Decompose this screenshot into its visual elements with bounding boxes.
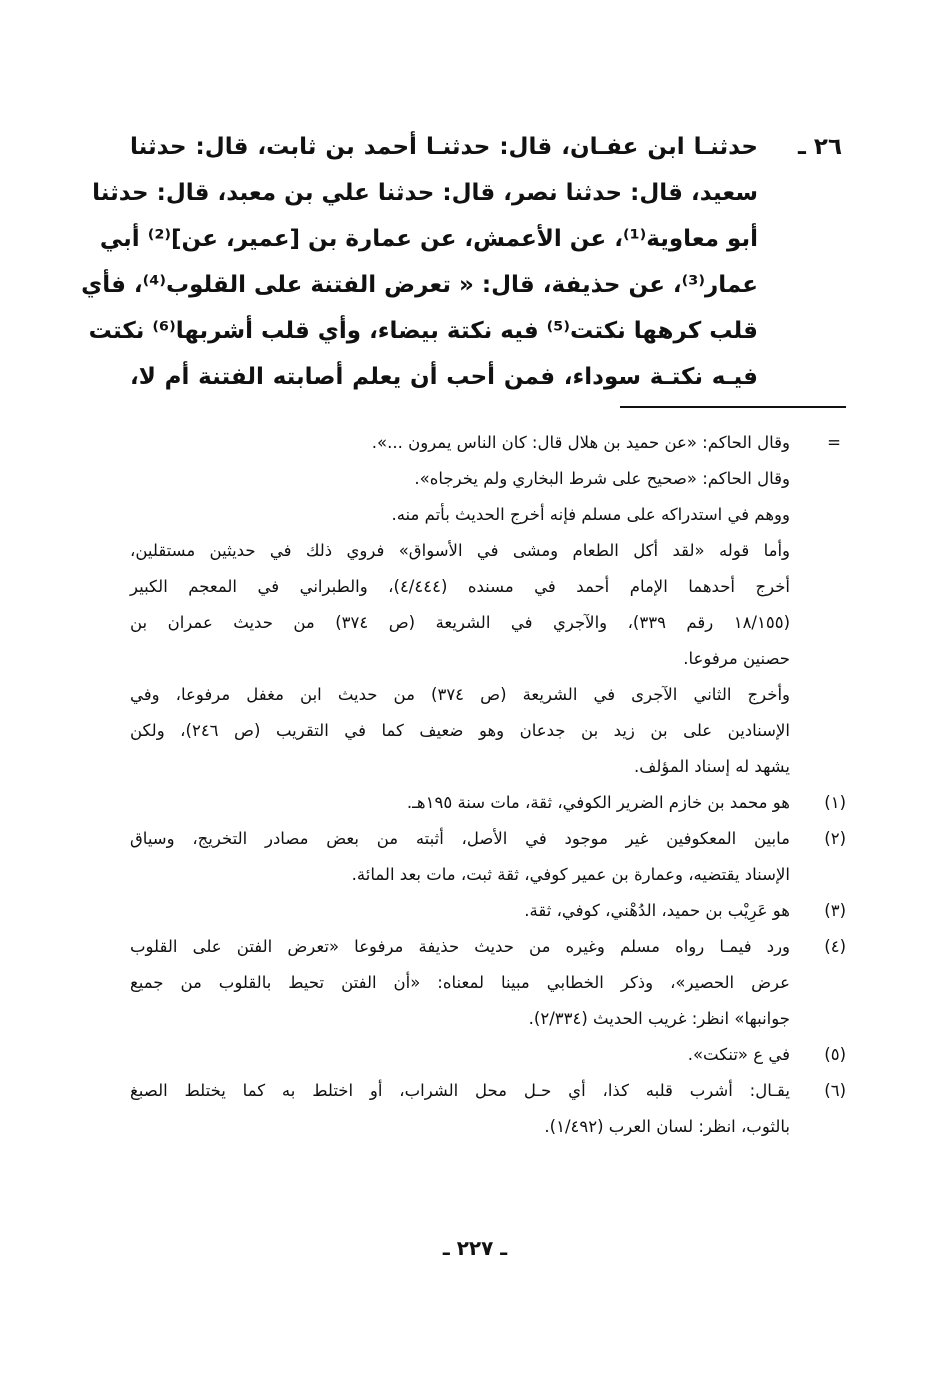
footnote-number: (٦) — [824, 1081, 846, 1100]
footnote-5 — [130, 1037, 846, 1073]
hadith-line: أبو معاوية⁽¹⁾، عن الأعمش، عن عمارة بن [عمير، عن]⁽²⁾ أبي — [99, 226, 758, 252]
footnote-number: (١) — [824, 793, 846, 812]
footnote-line: يشهد له إسناد المؤلف. — [634, 757, 790, 776]
footnote-continuation — [130, 425, 846, 785]
footnote-separator — [620, 406, 846, 408]
hadith-line: فيـه نكتـة سوداء، فمن أحب أن يعلم أصابته الفتنة أم لا، — [130, 364, 758, 390]
footnote-2 — [130, 821, 846, 893]
footnote-line: هو محمد بن خازم الضرير الكوفي، ثقة، مات سنة ١٩٥هـ. — [406, 793, 790, 812]
page-number: ـ ٢٢٧ ـ — [442, 1236, 508, 1260]
footnote-line: بالثوب، انظر: لسان العرب (١/٤٩٢). — [544, 1117, 790, 1136]
footnote-line: ووهم في استدراكه على مسلم فإنه أخرج الحديث بأتم منه. — [391, 505, 790, 524]
hadith-line: سعيد، قال: حدثنا نصر، قال: حدثنا علي بن معبد، قال: حدثنا — [92, 180, 758, 206]
footnote-line: ورد فيمـا رواه مسلم وغيره من حديث حذيفة مرفوعا «تعرض الفتن على القلوب — [130, 937, 790, 956]
hadith-line: قلب كرهها نكتت⁽⁵⁾ فيه نكتة بيضاء، وأي قلب أشربها⁽⁶⁾ نكتت — [88, 318, 758, 344]
footnote-line: يقـال: أشرب قلبه كذا، أي حـل محل الشراب، أو اختلط به كما يختلط الصبغ — [130, 1081, 790, 1100]
hadith-text — [81, 124, 758, 400]
continuation-mark: = — [827, 433, 841, 452]
footnote-line: عرض الحصير»، وذكر الخطابي مبينا لمعناه: «أن الفتن تحيط بالقلوب من جميع — [130, 973, 790, 992]
footnote-line: (١٨/١٥٥ رقم ٣٣٩)، والآجري في الشريعة (ص ٣٧٤) من حديث عمران بن — [130, 613, 791, 632]
footnote-line: وأخرج الثاني الآجرى في الشريعة (ص ٣٧٤) من حديث ابن مغفل مرفوعا، وفي — [130, 685, 791, 704]
footnote-line: وقال الحاكم: «صحيح على شرط البخاري ولم يخرجاه». — [414, 469, 790, 488]
footnote-6 — [130, 1073, 846, 1145]
footnote-line: وأما قوله «لقد أكل الطعام ومشى في الأسواق» فروي ذلك في حديثين مستقلين، — [130, 541, 790, 560]
footnote-line: في ع «تنكت». — [687, 1045, 790, 1064]
footnote-line: هو عَرِيْب بن حميد، الدُهْني، كوفي، ثقة. — [524, 901, 790, 920]
footnote-number: (٥) — [824, 1045, 846, 1064]
footnote-line: الإسناد يقتضيه، وعمارة بن عمير كوفي، ثقة ثبت، مات بعد المائة. — [351, 865, 790, 884]
footnote-line: الإسنادين على بن زيد بن جدعان وهو ضعيف كما في التقريب (ص ٢٤٦)، ولكن — [130, 721, 790, 740]
footnote-line: حصنين مرفوعا. — [683, 649, 790, 668]
footnote-4 — [130, 929, 846, 1037]
footnote-line: أخرج أحدهما الإمام أحمد في مسنده (٤/٤٤٤)، والطبراني في المعجم الكبير — [130, 577, 790, 596]
footnote-line: مابين المعكوفين غير موجود في الأصل، أثبته من بعض مصادر التخريج، وسياق — [130, 829, 790, 848]
footnote-line: جوانبها» انظر: غريب الحديث (٢/٣٣٤). — [528, 1009, 790, 1028]
footnote-number: (٢) — [824, 829, 846, 848]
footnote-number: (٤) — [824, 937, 846, 956]
footnote-3 — [130, 893, 846, 929]
hadith-number: ٢٦ ـ — [798, 134, 842, 160]
hadith-line: عمار⁽³⁾، عن حذيفة، قال: « تعرض الفتنة على القلوب⁽⁴⁾، فأي — [81, 272, 758, 298]
footnotes — [130, 425, 846, 1145]
hadith-line: حدثنـا ابن عفـان، قال: حدثنـا أحمد بن ثابت، قال: حدثنا — [130, 134, 758, 160]
footnote-line: وقال الحاكم: «عن حميد بن هلال قال: كان الناس يمرون ...». — [371, 433, 790, 452]
footnote-number: (٣) — [824, 901, 846, 920]
footnote-1 — [130, 785, 846, 821]
